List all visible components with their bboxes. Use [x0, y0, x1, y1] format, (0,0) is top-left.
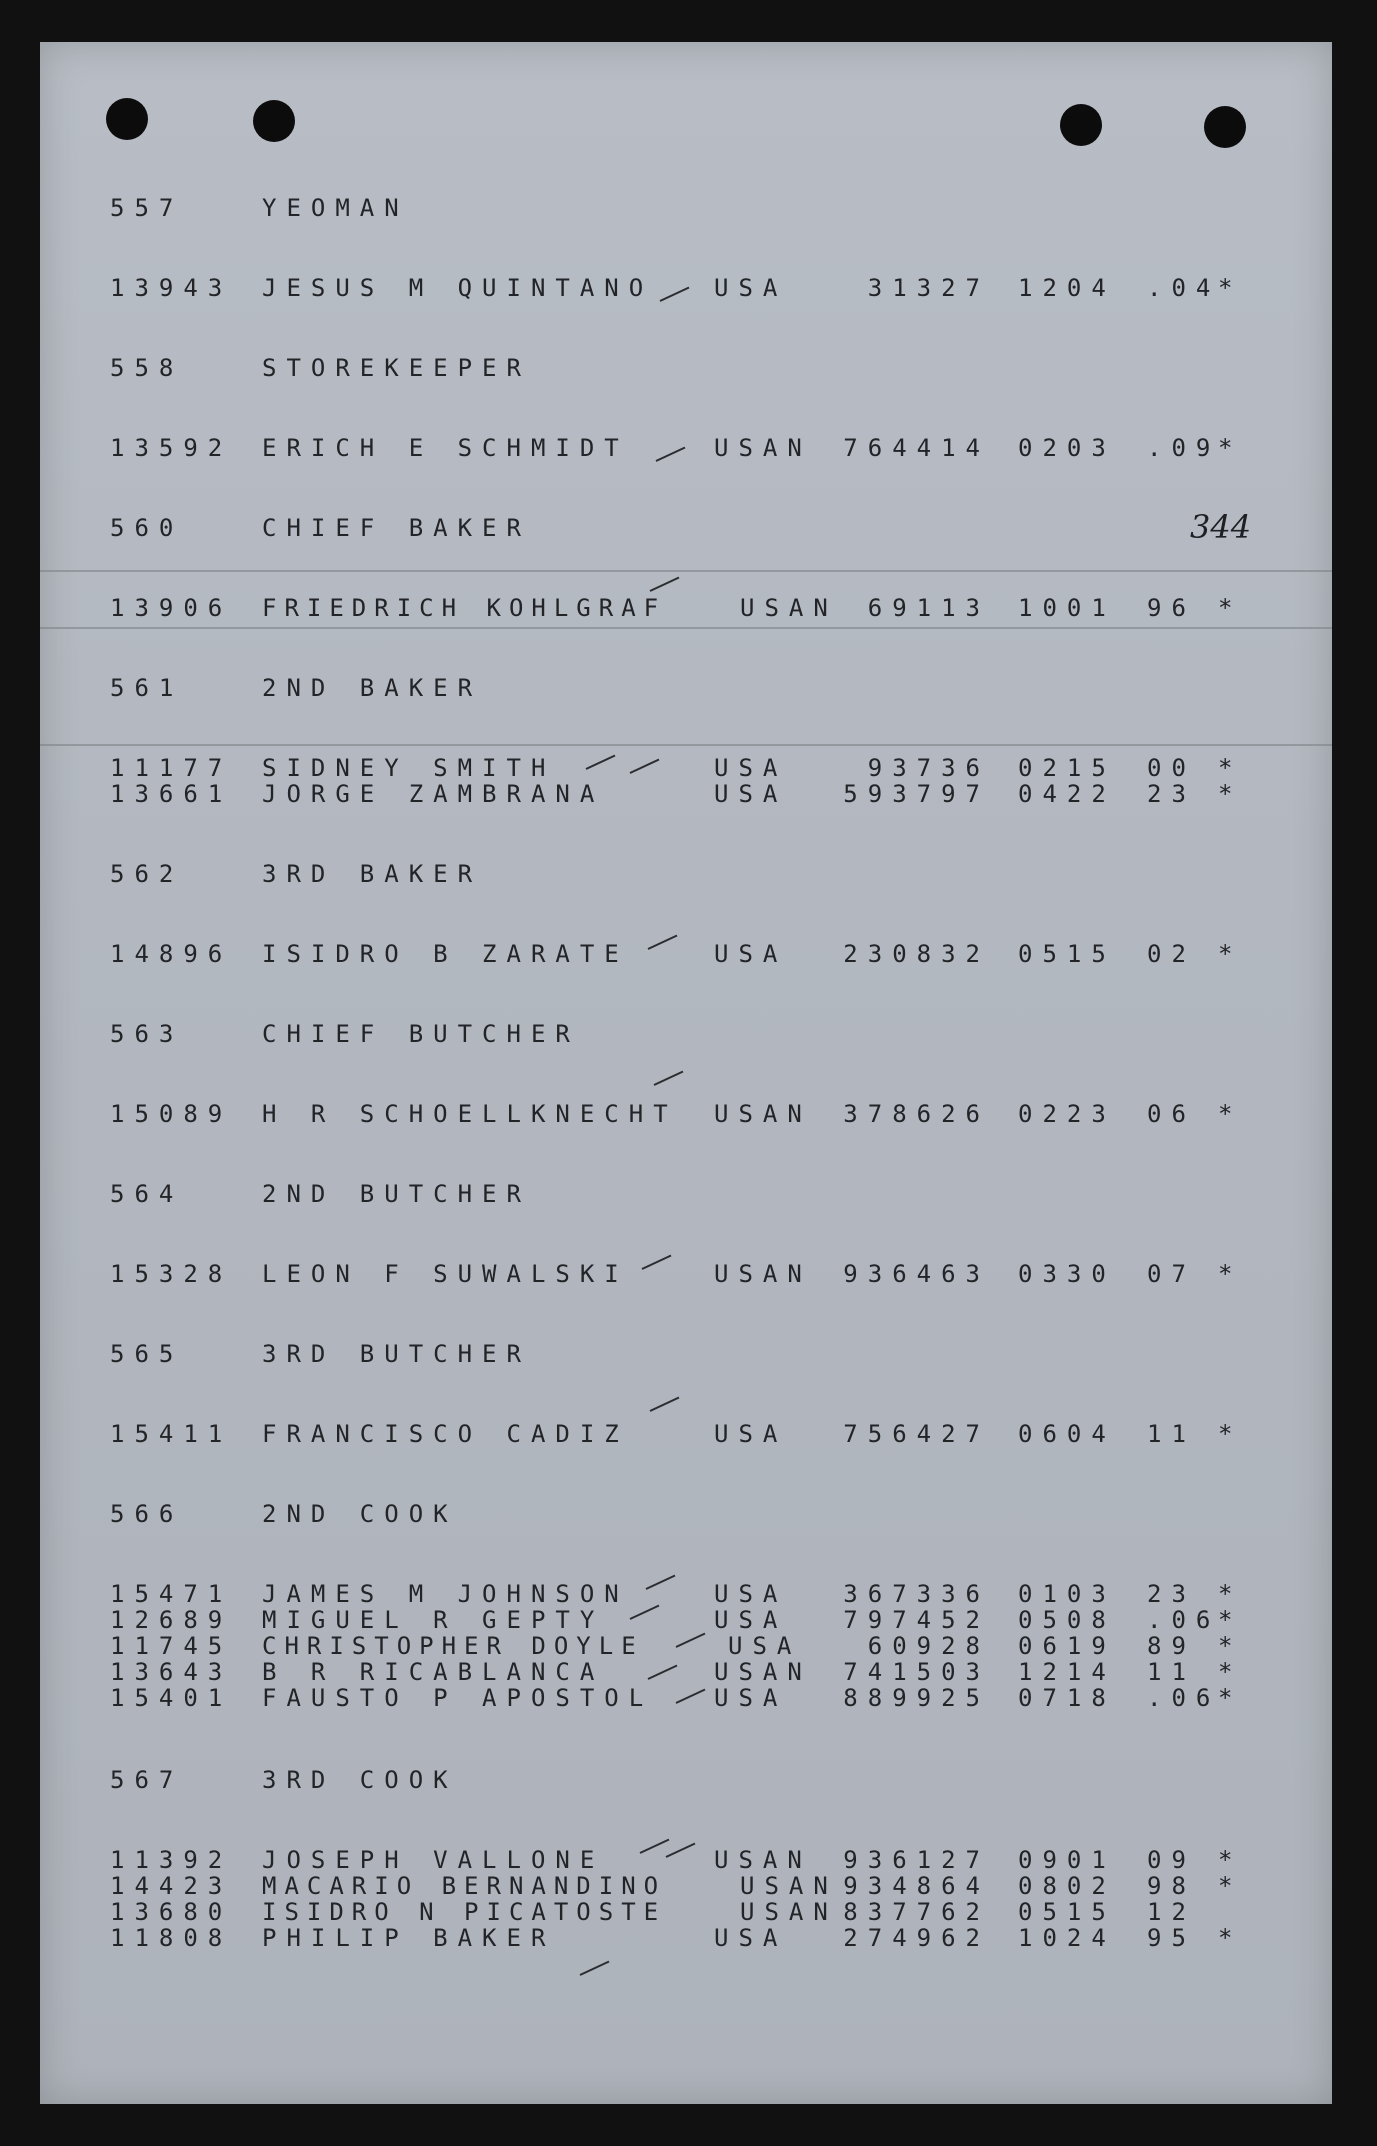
crew-id: 11808: [110, 1924, 233, 1952]
crew-row: [40, 1580, 1332, 1608]
crew-row: [40, 1260, 1332, 1288]
crew-name: ISIDRO B ZARATE: [262, 940, 629, 968]
crew-name: FRANCISCO CADIZ: [262, 1420, 629, 1448]
check-mark: [654, 1071, 684, 1086]
crew-date: 0203: [1018, 434, 1116, 462]
crew-id: 13592: [110, 434, 233, 462]
crew-date: 0515: [1018, 1898, 1116, 1926]
crew-id: 13643: [110, 1658, 233, 1686]
crew-row: [40, 1898, 1332, 1926]
crew-row: [40, 1632, 1332, 1660]
section-title: YEOMAN: [262, 194, 409, 222]
crew-citizenship: USA: [714, 1580, 788, 1608]
crew-date: 0508: [1018, 1606, 1116, 1634]
crew-id: 14423: [110, 1872, 233, 1900]
section-code: 563: [110, 1020, 184, 1048]
section-code: 560: [110, 514, 184, 542]
crew-age: 23: [1147, 780, 1196, 808]
crew-mark: *: [1218, 434, 1233, 462]
check-mark: [650, 1397, 680, 1412]
page-number: 344: [1190, 508, 1252, 546]
crew-number: 756427: [843, 1420, 990, 1448]
crew-row: [40, 434, 1332, 462]
crew-age: 23: [1147, 1580, 1196, 1608]
crew-row: [40, 780, 1332, 808]
crew-id: 11745: [110, 1632, 233, 1660]
crew-row: [40, 1658, 1332, 1686]
crew-name: JAMES M JOHNSON: [262, 1580, 629, 1608]
crew-age: 96: [1147, 594, 1196, 622]
crew-number: 837762: [843, 1898, 990, 1926]
section-title: 2ND BUTCHER: [262, 1180, 531, 1208]
crew-row: [40, 754, 1332, 782]
crew-date: 0330: [1018, 1260, 1116, 1288]
crew-number: 230832: [843, 940, 990, 968]
crew-mark: *: [1218, 1924, 1233, 1952]
fold-crease: [40, 744, 1332, 746]
crew-age: 95: [1147, 1924, 1196, 1952]
crew-id: 11177: [110, 754, 233, 782]
crew-mark: *: [1218, 1846, 1233, 1874]
crew-mark: *: [1218, 1872, 1233, 1900]
crew-number: 764414: [843, 434, 990, 462]
crew-row: [40, 594, 1332, 622]
section-code: 557: [110, 194, 184, 222]
punch-hole: [253, 100, 295, 142]
crew-id: 14896: [110, 940, 233, 968]
crew-citizenship: USA: [714, 1420, 788, 1448]
crew-citizenship: USA: [714, 1924, 788, 1952]
crew-number: 93736: [867, 754, 990, 782]
crew-id: 12689: [110, 1606, 233, 1634]
crew-id: 15411: [110, 1420, 233, 1448]
crew-age: 00: [1147, 754, 1196, 782]
section-heading: [40, 674, 1332, 702]
crew-mark: *: [1218, 1632, 1233, 1660]
crew-citizenship: USA: [714, 780, 788, 808]
crew-mark: *: [1218, 1420, 1233, 1448]
crew-mark: *: [1218, 1684, 1233, 1712]
section-code: 561: [110, 674, 184, 702]
crew-mark: *: [1218, 780, 1233, 808]
crew-name: CHRISTOPHER DOYLE: [262, 1632, 644, 1660]
crew-citizenship: USA: [714, 940, 788, 968]
crew-name: JESUS M QUINTANO: [262, 274, 654, 302]
crew-id: 15089: [110, 1100, 233, 1128]
crew-mark: *: [1218, 1658, 1233, 1686]
crew-name: H R SCHOELLKNECHT: [262, 1100, 678, 1128]
crew-row: [40, 1420, 1332, 1448]
section-title: 2ND COOK: [262, 1500, 458, 1528]
crew-name: MACARIO BERNANDINO: [262, 1872, 667, 1900]
crew-citizenship: USAN: [714, 1100, 812, 1128]
crew-age: 11: [1147, 1420, 1196, 1448]
section-heading: [40, 354, 1332, 382]
section-code: 558: [110, 354, 184, 382]
crew-date: 0215: [1018, 754, 1116, 782]
crew-date: 0718: [1018, 1684, 1116, 1712]
crew-name: FRIEDRICH KOHLGRAF: [262, 594, 667, 622]
crew-age: .09: [1147, 434, 1221, 462]
crew-age: .06: [1147, 1606, 1221, 1634]
section-title: 3RD BUTCHER: [262, 1340, 531, 1368]
crew-mark: *: [1218, 1260, 1233, 1288]
crew-number: 934864: [843, 1872, 990, 1900]
crew-number: 69113: [867, 594, 990, 622]
crew-number: 31327: [867, 274, 990, 302]
section-heading: [40, 1500, 1332, 1528]
crew-citizenship: USAN: [714, 1260, 812, 1288]
crew-number: 889925: [843, 1684, 990, 1712]
crew-citizenship: USAN: [740, 1872, 838, 1900]
crew-row: [40, 1924, 1332, 1952]
crew-row: [40, 1872, 1332, 1900]
section-code: 567: [110, 1766, 184, 1794]
section-heading: [40, 1766, 1332, 1794]
crew-age: 02: [1147, 940, 1196, 968]
section-title: 3RD COOK: [262, 1766, 458, 1794]
crew-age: 09: [1147, 1846, 1196, 1874]
crew-number: 367336: [843, 1580, 990, 1608]
section-heading: [40, 514, 1332, 542]
crew-citizenship: USAN: [740, 594, 838, 622]
crew-date: 0604: [1018, 1420, 1116, 1448]
crew-citizenship: USAN: [740, 1898, 838, 1926]
crew-date: 0619: [1018, 1632, 1116, 1660]
crew-citizenship: USAN: [714, 1846, 812, 1874]
crew-mark: *: [1218, 1606, 1233, 1634]
check-mark: [650, 577, 680, 592]
crew-number: 936463: [843, 1260, 990, 1288]
crew-age: 98: [1147, 1872, 1196, 1900]
crew-date: 0515: [1018, 940, 1116, 968]
crew-number: 274962: [843, 1924, 990, 1952]
crew-id: 15471: [110, 1580, 233, 1608]
crew-mark: *: [1218, 754, 1233, 782]
fold-crease: [40, 570, 1332, 572]
crew-citizenship: USA: [728, 1632, 802, 1660]
crew-number: 378626: [843, 1100, 990, 1128]
section-code: 562: [110, 860, 184, 888]
crew-date: 1214: [1018, 1658, 1116, 1686]
paper-sheet: [40, 42, 1332, 2104]
section-title: CHIEF BAKER: [262, 514, 531, 542]
crew-mark: *: [1218, 1100, 1233, 1128]
section-code: 566: [110, 1500, 184, 1528]
crew-mark: *: [1218, 274, 1233, 302]
section-title: CHIEF BUTCHER: [262, 1020, 580, 1048]
crew-id: 15328: [110, 1260, 233, 1288]
crew-mark: *: [1218, 940, 1233, 968]
crew-number: 60928: [867, 1632, 990, 1660]
crew-row: [40, 1100, 1332, 1128]
section-title: 2ND BAKER: [262, 674, 483, 702]
crew-age: 07: [1147, 1260, 1196, 1288]
crew-citizenship: USAN: [714, 1658, 812, 1686]
crew-id: 11392: [110, 1846, 233, 1874]
crew-age: 11: [1147, 1658, 1196, 1686]
crew-date: 1024: [1018, 1924, 1116, 1952]
crew-name: JOSEPH VALLONE: [262, 1846, 605, 1874]
crew-age: 12: [1147, 1898, 1196, 1926]
crew-number: 936127: [843, 1846, 990, 1874]
section-heading: [40, 1020, 1332, 1048]
crew-date: 0223: [1018, 1100, 1116, 1128]
crew-number: 593797: [843, 780, 990, 808]
section-heading: [40, 1340, 1332, 1368]
crew-name: JORGE ZAMBRANA: [262, 780, 605, 808]
crew-id: 15401: [110, 1684, 233, 1712]
punch-hole: [106, 98, 148, 140]
crew-name: MIGUEL R GEPTY: [262, 1606, 605, 1634]
crew-name: PHILIP BAKER: [262, 1924, 556, 1952]
check-mark: [580, 1961, 610, 1976]
crew-name: B R RICABLANCA: [262, 1658, 605, 1686]
section-title: STOREKEEPER: [262, 354, 531, 382]
crew-citizenship: USAN: [714, 434, 812, 462]
crew-mark: *: [1218, 1580, 1233, 1608]
crew-date: 0901: [1018, 1846, 1116, 1874]
crew-name: ERICH E SCHMIDT: [262, 434, 629, 462]
crew-citizenship: USA: [714, 1606, 788, 1634]
crew-citizenship: USA: [714, 1684, 788, 1712]
crew-age: .04: [1147, 274, 1221, 302]
crew-date: 0802: [1018, 1872, 1116, 1900]
crew-age: 89: [1147, 1632, 1196, 1660]
section-title: 3RD BAKER: [262, 860, 483, 888]
crew-row: [40, 940, 1332, 968]
crew-name: SIDNEY SMITH: [262, 754, 556, 782]
crew-date: 1204: [1018, 274, 1116, 302]
crew-name: FAUSTO P APOSTOL: [262, 1684, 654, 1712]
section-heading: [40, 194, 1332, 222]
crew-id: 13661: [110, 780, 233, 808]
crew-name: LEON F SUWALSKI: [262, 1260, 629, 1288]
punch-hole: [1204, 106, 1246, 148]
crew-mark: *: [1218, 594, 1233, 622]
crew-row: [40, 1606, 1332, 1634]
crew-id: 13680: [110, 1898, 233, 1926]
crew-name: ISIDRO N PICATOSTE: [262, 1898, 667, 1926]
section-heading: [40, 1180, 1332, 1208]
section-heading: [40, 860, 1332, 888]
crew-date: 1001: [1018, 594, 1116, 622]
fold-crease: [40, 627, 1332, 629]
section-code: 564: [110, 1180, 184, 1208]
crew-citizenship: USA: [714, 754, 788, 782]
crew-date: 0103: [1018, 1580, 1116, 1608]
punch-hole: [1060, 104, 1102, 146]
crew-citizenship: USA: [714, 274, 788, 302]
crew-id: 13906: [110, 594, 233, 622]
section-code: 565: [110, 1340, 184, 1368]
crew-age: 06: [1147, 1100, 1196, 1128]
crew-row: [40, 1846, 1332, 1874]
crew-number: 797452: [843, 1606, 990, 1634]
crew-id: 13943: [110, 274, 233, 302]
crew-age: .06: [1147, 1684, 1221, 1712]
crew-number: 741503: [843, 1658, 990, 1686]
crew-date: 0422: [1018, 780, 1116, 808]
